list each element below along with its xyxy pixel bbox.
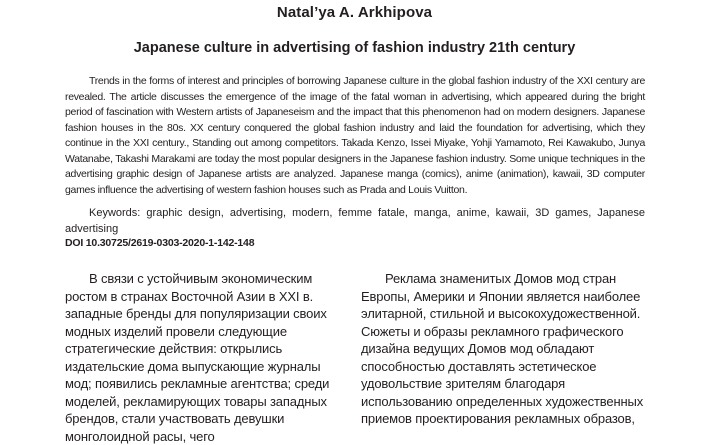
author-name: Natal’ya A. Arkhipova (276, 4, 433, 21)
article-title: Japanese culture in advertising of fashion industry 21th century (133, 40, 576, 56)
keywords-paragraph: Keywords: graphic design, advertising, modern, femme fatale, manga, anime, kawaii, 3D games, Japanese advertising (65, 207, 645, 235)
body-column-left: В связи с устойчивым экономическим ростом в странах Восточной Азии в XXI в. западные бренды для популяризации своих модных изделий провели следующие стратегические действия: открылись издательские дома выпускающие журналы мод; появились рекламные агентства; среди моделей, рекламирующих товары западных брендов, стали участвовать девушки монголоидной расы, чего (65, 271, 330, 444)
doi-label: DOI 10.30725/2619-0303-2020-1-142-148 (65, 237, 255, 249)
abstract-paragraph: Trends in the forms of interest and principles of borrowing Japanese culture in the global fashion industry of the XXI century are revealed. The article discusses the emergence of the image of the fatal woman in advertising, which appeared during the bright period of fascination with Western artists of Japaneseism and the impact that this phenomenon had on modern designers. Japanese fashion houses in the 80s. XX century conquered the global fashion industry and laid the foundation for advertising, which they continue in the XXI century., Standing out among competitors. Takada Kenzo, Issei Miyake, Yohji Yamamoto, Rei Kawakubo, Junya Watanabe, Takashi Marakami are today the most popular designers in the Japanese fashion industry. Some unique techniques in the advertising graphic design of Japanese artists are analyzed. Japanese manga (comics), anime (animation), kawaii, 3D computer games influence the advertising of western fashion houses such as Prada and Louis Vuitton. (65, 75, 645, 196)
body-column-right: Реклама знаменитых Домов мод стран Европы, Америки и Японии является наиболее элитарной, стильной и высокохудожественной. Сюжеты и образы рекламного графического дизайна ведущих Домов мод обладают способностью доставлять эстетическое удовольствие зрителям благодаря использованию определенных художественных приемов проектирования рекламных образов, (361, 271, 644, 426)
